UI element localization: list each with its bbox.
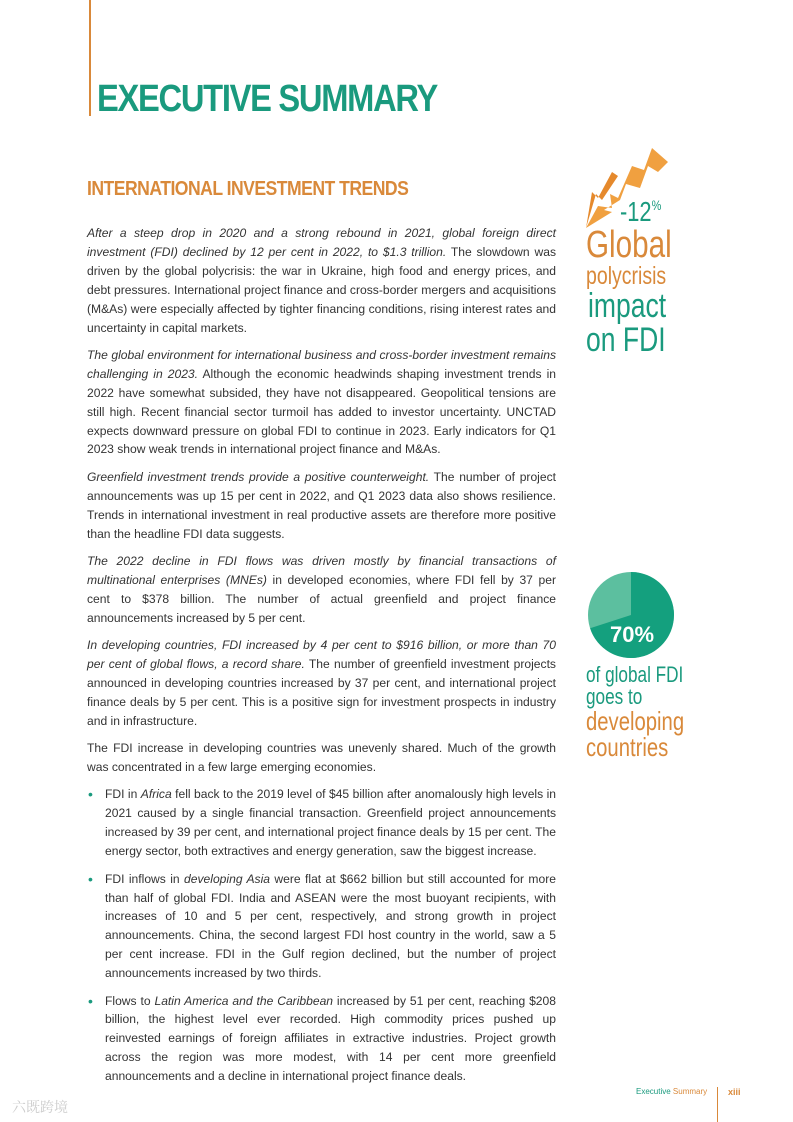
callout-line: of global FDI: [586, 662, 684, 687]
callout-line: on FDI: [586, 321, 666, 359]
body-text: [87, 224, 556, 1095]
paragraph-text: in developed economies, where FDI fell by 37 per cent to $378 billion. The number of actual greenfield and project finance announcements increased by 5 per cent.: [87, 572, 556, 625]
bullet-icon: •: [88, 870, 93, 887]
bullet-icon: •: [88, 992, 93, 1009]
region-name: Africa: [140, 787, 172, 802]
callout-line: goes to: [586, 684, 643, 709]
paragraph-text: The number of greenfield investment projects announced in developing countries increased by 37 per cent, and international project finance deals by 5 per cent. This is a positive sign for investment prospects in industry and in infrastructure.: [87, 657, 556, 728]
developing-share-text-stack: [586, 664, 712, 760]
watermark-logo: 六既跨境: [12, 1099, 68, 1115]
callout-line: countries: [586, 732, 669, 762]
paragraph: [87, 346, 556, 459]
lead-sentence: The global environment for international business and cross-border investment remains challenging in 2023.: [87, 347, 556, 381]
paragraph: [87, 552, 556, 628]
paragraph-text: The FDI increase in developing countries was unevenly shared. Much of the growth was concentrated in a few large emerging economies.: [87, 741, 556, 775]
page-title: EXECUTIVE SUMMARY: [97, 78, 438, 120]
text: fell back to the 2019 level of $45 billion after anomalously high levels in 2021 caused by a single financial transaction. Greenfield project announcements increased by 39 per cent, and international project finance deals by 15 per cent. The energy sector, both extractives and energy generation, saw the biggest increase.: [105, 787, 556, 859]
lead-sentence: Greenfield investment trends provide a positive counterweight.: [87, 469, 430, 484]
pie-label: 70%: [610, 622, 655, 647]
fdi-drop-value: [620, 198, 661, 226]
text: Flows to: [105, 993, 155, 1008]
footer-divider: [717, 1087, 718, 1122]
paragraph-text: The slowdown was driven by the global polycrisis: the war in Ukraine, high food and energy prices, and debt pressures. International project finance and cross-border mergers and acquisitions (M&As) were especially affected by tighter financing conditions, rising interest rates and uncertainty in capital markets.: [87, 244, 556, 335]
text: FDI inflows in: [105, 871, 185, 886]
list-item: [87, 992, 556, 1087]
lead-sentence: In developing countries, FDI increased by 4 per cent to $916 billion, or more than 70 per cent of global flows, a record share.: [87, 638, 556, 672]
lead-sentence: The 2022 decline in FDI flows was driven mostly by financial transactions of multinational enterprises (MNEs): [87, 554, 556, 587]
region-name: developing Asia: [184, 871, 271, 886]
paragraph-text: Although the economic headwinds shaping investment trends in 2022 have somewhat subsided, they have not disappeared. Geopolitical tensions are still high. Recent financial sector turmoil has added to investor uncertainty. UNCTAD expects downward pressure on global FDI to continue in 2023. Early indicators for Q1 2023 show weak trends in international project finance and M&As.: [87, 366, 556, 457]
list-item: [87, 870, 556, 983]
text: increased by 51 per cent, reaching $208 billion, the highest level ever recorded. High commodity prices pushed up reinvested earnings of foreign affiliates in extractive industries. Project growth across the region was more modest, with 14 per cent more greenfield announcements and a decline in international project finance deals.: [105, 993, 556, 1084]
bullet-icon: •: [88, 786, 93, 803]
paragraph: [87, 739, 556, 777]
text: were flat at $662 billion but still accounted for more than half of global FDI. India and ASEAN were the most buoyant recipients, with increases of 10 and 5 per cent, respectively, and strong growth in project announcements. China, the second largest FDI host country in the world, saw a 5 per cent increase. FDI in the Gulf region declined, but the number of project announcements increased by two thirds.: [105, 871, 556, 981]
callout-line: Global: [586, 224, 672, 266]
paragraph-text: The number of project announcements was up 15 per cent in 2022, and Q1 2023 data also shows resilience. Trends in international investment in real productive assets are therefore more positive than the headline FDI data suggests.: [87, 469, 556, 541]
callout-line: impact: [588, 287, 667, 325]
accent-line: [89, 0, 91, 116]
fdi-drop-callout: [582, 148, 692, 363]
share-pie-chart: [582, 570, 682, 665]
section-heading: INTERNATIONAL INVESTMENT TRENDS: [87, 178, 409, 200]
fdi-drop-number: -12: [620, 196, 652, 227]
footer-text: Executive: [636, 1087, 671, 1096]
region-name: Latin America and the Caribbean: [154, 993, 334, 1008]
fdi-drop-text-stack: [586, 198, 696, 357]
footer-text: Summary: [672, 1087, 708, 1096]
callout-line: polycrisis: [586, 262, 667, 290]
callout-line: developing: [586, 706, 685, 736]
paragraph: [87, 636, 556, 731]
fdi-drop-unit: %: [651, 197, 662, 213]
developing-share-callout: [582, 570, 692, 765]
paragraph: [87, 224, 556, 337]
text: FDI in: [105, 787, 141, 802]
footer-section: [636, 1088, 707, 1096]
bullet-list: [87, 785, 556, 1086]
list-item: [87, 785, 556, 861]
page-number: xiii: [728, 1087, 741, 1097]
lead-sentence: After a steep drop in 2020 and a strong rebound in 2021, global foreign direct investment (FDI) declined by 12 per cent in 2022, to $1.3 trillion.: [87, 226, 556, 259]
paragraph: [87, 468, 556, 544]
